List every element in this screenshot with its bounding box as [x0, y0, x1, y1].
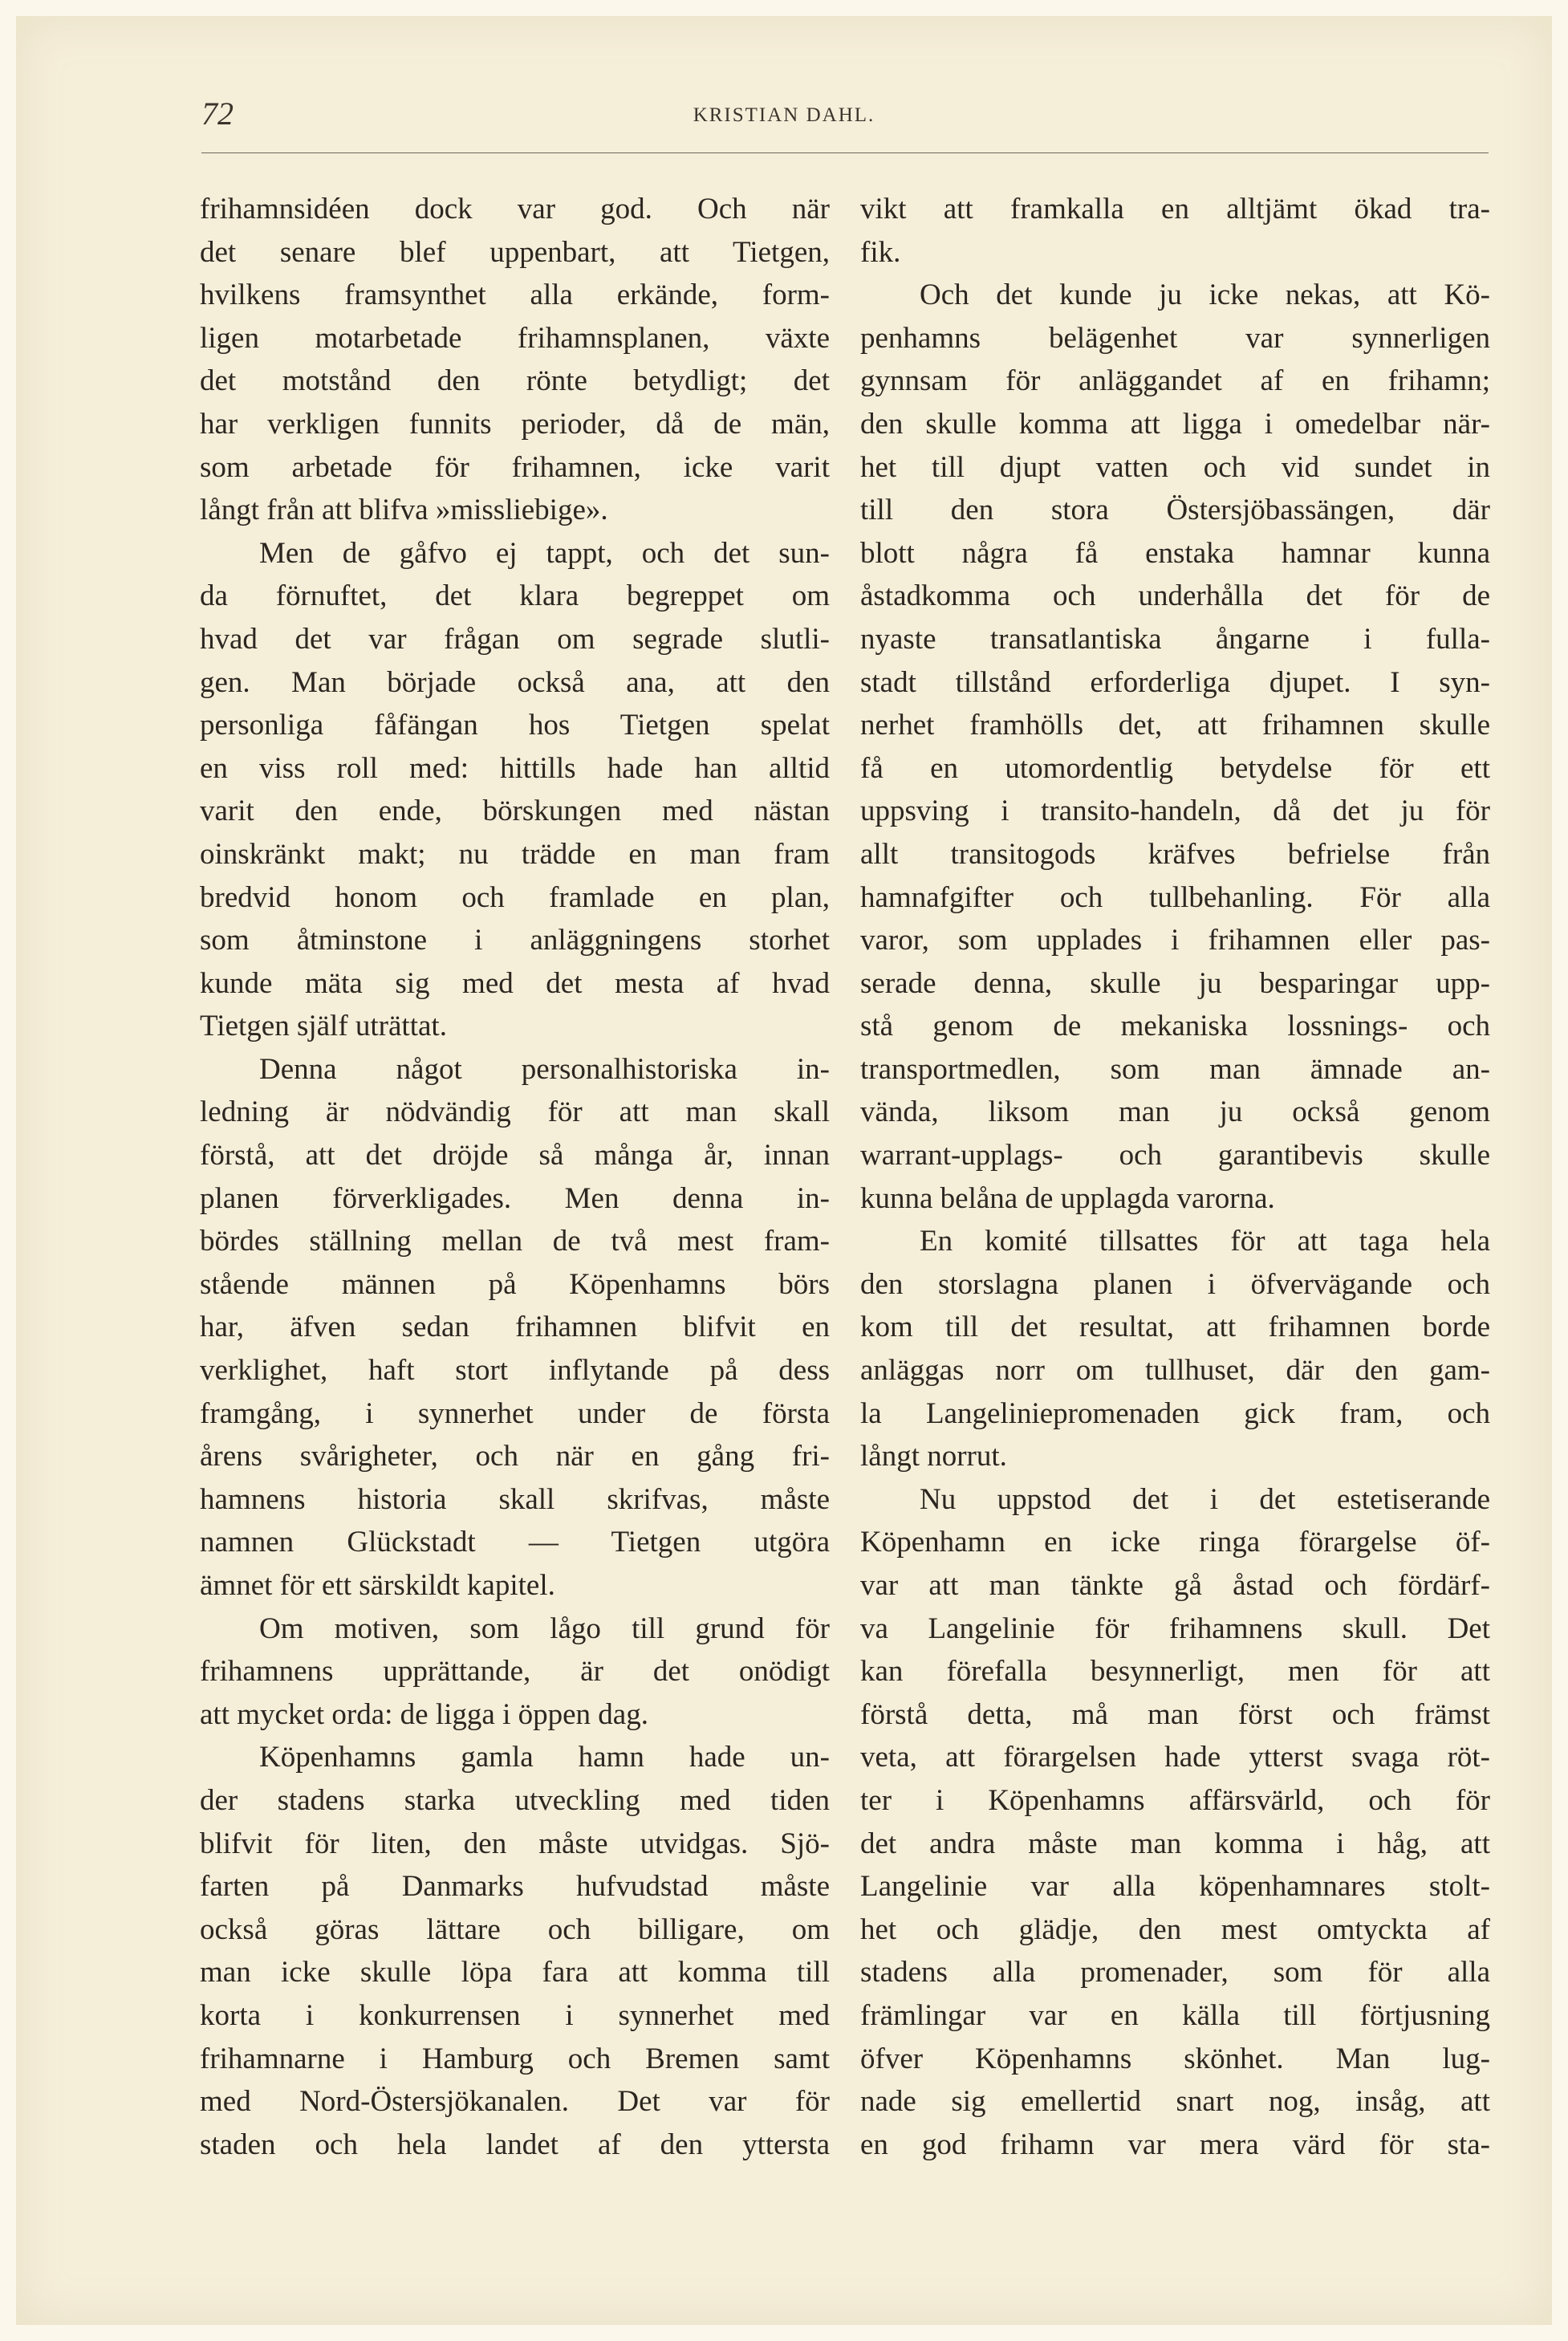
- paragraph: [200, 188, 830, 532]
- text-line: det motstånd den rönte betydligt; det: [200, 364, 830, 398]
- text-line: frihamnens upprättande, är det onödigt: [200, 1655, 830, 1689]
- text-line: förstå, att det dröjde så många år, innan: [200, 1139, 830, 1173]
- text-line: som åtminstone i anläggningens storhet: [200, 924, 830, 957]
- text-line: få en utomordentlig betydelse för ett: [860, 751, 1490, 785]
- text-column-right: [860, 188, 1490, 2166]
- text-line: gen. Man började också ana, att den: [200, 665, 830, 699]
- text-line: den storslagna planen i öfvervägande och: [860, 1267, 1490, 1301]
- text-line: långt norrut.: [860, 1440, 1007, 1473]
- text-line: stående männen på Köpenhamns börs: [200, 1267, 830, 1301]
- text-line: fik.: [860, 235, 901, 269]
- paragraph: [200, 532, 830, 1048]
- text-line: Men de gåfvo ej tappt, och det sun-: [259, 536, 830, 570]
- text-line: kan förefalla besynnerligt, men för att: [860, 1655, 1490, 1689]
- text-line: öfver Köpenhamns skönhet. Man lug-: [860, 2042, 1490, 2075]
- text-line: da förnuftet, det klara begreppet om: [200, 579, 830, 613]
- running-title: KRISTIAN DAHL.: [693, 104, 875, 126]
- text-line: gynnsam för anläggandet af en frihamn;: [860, 364, 1490, 398]
- text-line: blifvit för liten, den måste utvidgas. Sjö-: [200, 1827, 830, 1860]
- text-line: en god frihamn var mera värd för sta-: [860, 2128, 1490, 2161]
- text-line: förstå detta, må man först och främst: [860, 1697, 1490, 1731]
- text-line: stå genom de mekaniska lossnings- och: [860, 1010, 1490, 1043]
- paragraph: [860, 188, 1490, 274]
- text-line: man icke skulle löpa fara att komma till: [200, 1956, 830, 1989]
- text-line: Tietgen själf uträttat.: [200, 1010, 447, 1043]
- text-line: årens svårigheter, och när en gång fri-: [200, 1440, 830, 1473]
- text-line: ter i Köpenhamns affärsvärld, och för: [860, 1783, 1490, 1817]
- text-line: det senare blef uppenbart, att Tietgen,: [200, 235, 830, 269]
- text-line: der stadens starka utveckling med tiden: [200, 1783, 830, 1817]
- text-line: allt transitogods kräfves befrielse från: [860, 837, 1490, 871]
- text-line: frihamnarne i Hamburg och Bremen samt: [200, 2042, 830, 2075]
- text-line: Köpenhamn en icke ringa förargelse öf-: [860, 1526, 1490, 1559]
- text-line: transportmedlen, som man ämnade an-: [860, 1052, 1490, 1086]
- text-line: nyaste transatlantiska ångarne i fulla-: [860, 622, 1490, 656]
- text-line: hamnens historia skall skrifvas, måste: [200, 1482, 830, 1516]
- text-line: långt från att blifva »missliebige».: [200, 494, 608, 527]
- text-line: Nu uppstod det i det estetiserande: [920, 1482, 1490, 1516]
- text-line: framgång, i synnerhet under de första: [200, 1396, 830, 1430]
- paragraph: [200, 1048, 830, 1607]
- text-line: stadt tillstånd erforderliga djupet. I syn-: [860, 665, 1490, 699]
- text-line: serade denna, skulle ju besparingar upp-: [860, 966, 1490, 1000]
- text-line: frihamnsidéen dock var god. Och när: [200, 193, 830, 226]
- text-line: hvilkens framsynthet alla erkände, form-: [200, 278, 830, 312]
- text-line: hamnafgifter och tullbehanling. För alla: [860, 880, 1490, 914]
- text-line: Langelinie var alla köpenhamnares stolt-: [860, 1870, 1490, 1904]
- paragraph: [860, 1220, 1490, 1478]
- text-line: va Langelinie för frihamnens skull. Det: [860, 1611, 1490, 1645]
- text-line: veta, att förargelsen hade ytterst svaga röt-: [860, 1741, 1490, 1774]
- text-line: warrant-upplags- och garantibevis skulle: [860, 1139, 1490, 1173]
- text-line: som arbetade för frihamnen, icke varit: [200, 450, 830, 484]
- text-line: det andra måste man komma i håg, att: [860, 1827, 1490, 1860]
- text-line: kom till det resultat, att frihamnen borde: [860, 1311, 1490, 1344]
- text-line: personliga fåfängan hos Tietgen spelat: [200, 709, 830, 742]
- text-line: farten på Danmarks hufvudstad måste: [200, 1870, 830, 1904]
- text-line: också göras lättare och billigare, om: [200, 1912, 830, 1946]
- text-line: nerhet framhölls det, att frihamnen skulle: [860, 709, 1490, 742]
- text-line: Om motiven, som lågo till grund för: [259, 1611, 830, 1645]
- text-line: bördes ställning mellan de två mest fram-: [200, 1225, 830, 1258]
- header-rule: [201, 152, 1489, 153]
- text-line: nade sig emellertid snart nog, insåg, att: [860, 2085, 1490, 2119]
- text-line: varor, som upplades i frihamnen eller pas-: [860, 924, 1490, 957]
- text-line: åstadkomma och underhålla det för de: [860, 579, 1490, 613]
- text-line: verklighet, haft stort inflytande på dess: [200, 1354, 830, 1388]
- text-line: bredvid honom och framlade en plan,: [200, 880, 830, 914]
- text-line: ämnet för ett särskildt kapitel.: [200, 1569, 555, 1602]
- text-line: att mycket orda: de ligga i öppen dag.: [200, 1697, 648, 1731]
- text-line: staden och hela landet af den yttersta: [200, 2128, 830, 2161]
- text-line: ligen motarbetade frihamnsplanen, växte: [200, 321, 830, 355]
- page-number: 72: [201, 96, 234, 132]
- text-line: den skulle komma att ligga i omedelbar när-: [860, 407, 1490, 441]
- text-line: Denna något personalhistoriska in-: [259, 1052, 830, 1086]
- text-line: oinskränkt makt; nu trädde en man fram: [200, 837, 830, 871]
- text-line: ledning är nödvändig för att man skall: [200, 1095, 830, 1129]
- text-line: namnen Glückstadt — Tietgen utgöra: [200, 1526, 830, 1559]
- text-line: stadens alla promenader, som för alla: [860, 1956, 1490, 1989]
- text-line: till den stora Östersjöbassängen, där: [860, 494, 1490, 527]
- text-line: med Nord-Östersjökanalen. Det var för: [200, 2085, 830, 2119]
- text-line: Köpenhamns gamla hamn hade un-: [259, 1741, 830, 1774]
- text-line: vikt att framkalla en alltjämt ökad tra-: [860, 193, 1490, 226]
- text-line: hvad det var frågan om segrade slutli-: [200, 622, 830, 656]
- text-line: kunna belåna de upplagda varorna.: [860, 1181, 1275, 1215]
- paragraph: [200, 1736, 830, 2166]
- text-line: planen förverkligades. Men denna in-: [200, 1181, 830, 1215]
- text-line: het och glädje, den mest omtyckta af: [860, 1912, 1490, 1946]
- text-line: var att man tänkte gå åstad och fördärf-: [860, 1569, 1490, 1602]
- text-line: kunde mäta sig med det mesta af hvad: [200, 966, 830, 1000]
- text-line: het till djupt vatten och vid sundet in: [860, 450, 1490, 484]
- text-line: vända, liksom man ju också genom: [860, 1095, 1490, 1129]
- text-line: anläggas norr om tullhuset, där den gam-: [860, 1354, 1490, 1388]
- text-line: främlingar var en källa till förtjusning: [860, 1998, 1490, 2032]
- text-line: penhamns belägenhet var synnerligen: [860, 321, 1490, 355]
- text-line: blott några få enstaka hamnar kunna: [860, 536, 1490, 570]
- text-line: Och det kunde ju icke nekas, att Kö-: [920, 278, 1490, 312]
- paragraph: [200, 1607, 830, 1737]
- text-line: En komité tillsattes för att taga hela: [920, 1225, 1490, 1258]
- text-line: varit den ende, börskungen med nästan: [200, 795, 830, 828]
- text-line: korta i konkurrensen i synnerhet med: [200, 1998, 830, 2032]
- text-line: en viss roll med: hittills hade han alltid: [200, 751, 830, 785]
- paragraph: [860, 274, 1490, 1220]
- text-line: la Langeliniepromenaden gick fram, och: [860, 1396, 1490, 1430]
- text-column-left: [200, 188, 830, 2166]
- text-line: har, äfven sedan frihamnen blifvit en: [200, 1311, 830, 1344]
- text-line: har verkligen funnits perioder, då de män,: [200, 407, 830, 441]
- paragraph: [860, 1478, 1490, 2167]
- text-line: uppsving i transito-handeln, då det ju för: [860, 795, 1490, 828]
